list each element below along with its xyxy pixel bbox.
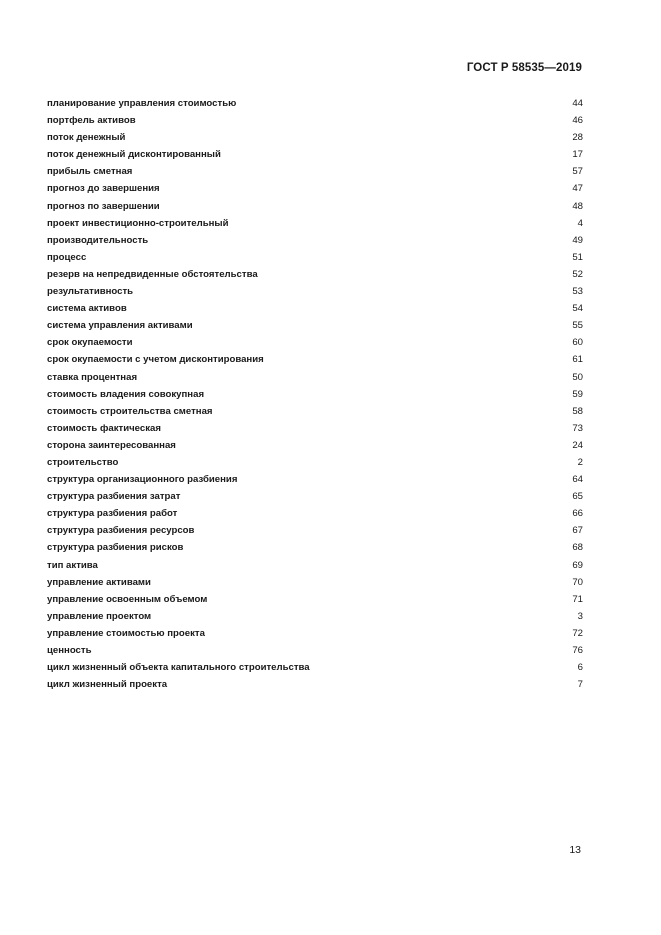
index-page-ref: 28	[572, 132, 583, 144]
index-term: управление освоенным объемом	[47, 593, 208, 605]
index-term: цикл жизненный проекта	[47, 679, 168, 691]
index-entry	[47, 266, 583, 283]
index-page-ref: 61	[572, 354, 583, 366]
index-page-ref: 60	[572, 337, 583, 349]
index-page-ref: 54	[572, 303, 583, 315]
index-page-ref: 7	[577, 679, 583, 691]
index-term: стоимость строительства сметная	[47, 405, 213, 417]
standard-code-header: ГОСТ Р 58535—2019	[466, 62, 582, 74]
index-entry	[47, 369, 583, 386]
page-number: 13	[569, 844, 581, 856]
index-entry	[47, 112, 583, 129]
index-term: процесс	[47, 251, 87, 263]
index-entry	[47, 351, 583, 368]
index-page-ref: 47	[572, 183, 583, 195]
index-entry	[47, 676, 583, 693]
index-page-ref: 3	[577, 610, 583, 622]
index-entry	[47, 454, 583, 471]
index-term: сторона заинтересованная	[47, 439, 176, 451]
index-term: поток денежный дисконтированный	[47, 149, 221, 161]
index-entry	[47, 522, 583, 539]
index-page-ref: 69	[572, 559, 583, 571]
index-entry	[47, 420, 583, 437]
index-page-ref: 73	[572, 422, 583, 434]
index-entry	[47, 300, 583, 317]
index-entry	[47, 625, 583, 642]
index-term: структура разбиения затрат	[47, 491, 181, 503]
index-term: стоимость владения совокупная	[47, 388, 205, 400]
index-page-ref: 57	[572, 166, 583, 178]
index-term: планирование управления стоимостью	[47, 98, 237, 109]
index-page-ref: 4	[577, 217, 583, 229]
index-entry	[47, 317, 583, 334]
index-page-ref: 51	[572, 251, 583, 263]
index-entry	[47, 283, 583, 300]
index-term: структура разбиения рисков	[47, 542, 184, 554]
index-page-ref: 52	[572, 268, 583, 280]
index-term: прогноз до завершения	[47, 183, 160, 195]
index-page-ref: 70	[572, 576, 583, 588]
index-entry	[47, 471, 583, 488]
index-page-ref: 17	[572, 149, 583, 161]
index-term: структура разбиения работ	[47, 508, 178, 520]
index-page-ref: 46	[572, 115, 583, 127]
index-page-ref: 58	[572, 405, 583, 417]
index-term: структура организационного разбиения	[47, 474, 238, 486]
index-term: производительность	[47, 234, 149, 246]
index-page-ref: 72	[572, 627, 583, 639]
index-term: прибыль сметная	[47, 166, 133, 178]
alphabetical-index	[47, 95, 583, 693]
index-term: срок окупаемости с учетом дисконтирования	[47, 354, 264, 366]
index-entry	[47, 146, 583, 163]
index-term: стоимость фактическая	[47, 422, 161, 434]
index-entry	[47, 659, 583, 676]
index-entry	[47, 488, 583, 505]
index-term: управление проектом	[47, 610, 152, 622]
index-term: управление стоимостью проекта	[47, 627, 205, 639]
index-page-ref: 2	[577, 456, 583, 468]
index-page-ref: 55	[572, 320, 583, 332]
index-term: структура разбиения ресурсов	[47, 525, 195, 537]
index-entry	[47, 557, 583, 574]
index-page-ref: 48	[572, 200, 583, 212]
index-term: ценность	[47, 645, 92, 656]
index-entry	[47, 129, 583, 146]
index-entry	[47, 180, 583, 197]
index-term: резерв на непредвиденные обстоятельства	[47, 268, 258, 280]
index-page-ref: 76	[572, 645, 583, 656]
index-term: управление активами	[47, 576, 151, 588]
index-entry	[47, 505, 583, 522]
index-page-ref: 67	[572, 525, 583, 537]
index-page-ref: 59	[572, 388, 583, 400]
index-page-ref: 6	[577, 662, 583, 674]
index-term: портфель активов	[47, 115, 136, 127]
index-entry	[47, 386, 583, 403]
index-entry	[47, 232, 583, 249]
index-page-ref: 44	[572, 98, 583, 109]
index-page-ref: 49	[572, 234, 583, 246]
index-entry	[47, 642, 583, 659]
index-entry	[47, 95, 583, 112]
index-term: срок окупаемости	[47, 337, 133, 349]
index-term: результативность	[47, 286, 134, 298]
index-page-ref: 65	[572, 491, 583, 503]
index-entry	[47, 574, 583, 591]
index-entry	[47, 163, 583, 180]
index-entry	[47, 215, 583, 232]
index-entry	[47, 198, 583, 215]
index-page-ref: 53	[572, 286, 583, 298]
index-term: проект инвестиционно-строительный	[47, 217, 229, 229]
index-page-ref: 50	[572, 371, 583, 383]
index-term: тип актива	[47, 559, 98, 571]
index-entry	[47, 249, 583, 266]
index-page-ref: 68	[572, 542, 583, 554]
index-entry	[47, 591, 583, 608]
index-term: цикл жизненный объекта капитального строительства	[47, 662, 310, 674]
index-entry	[47, 437, 583, 454]
index-term: строительство	[47, 456, 119, 468]
index-page-ref: 66	[572, 508, 583, 520]
index-page-ref: 64	[572, 474, 583, 486]
index-term: система активов	[47, 303, 127, 315]
index-term: система управления активами	[47, 320, 193, 332]
index-page-ref: 24	[572, 439, 583, 451]
index-entry	[47, 403, 583, 420]
index-term: поток денежный	[47, 132, 126, 144]
index-term: прогноз по завершении	[47, 200, 160, 212]
index-entry	[47, 608, 583, 625]
index-page-ref: 71	[572, 593, 583, 605]
index-term: ставка процентная	[47, 371, 138, 383]
index-entry	[47, 334, 583, 351]
index-entry	[47, 539, 583, 556]
